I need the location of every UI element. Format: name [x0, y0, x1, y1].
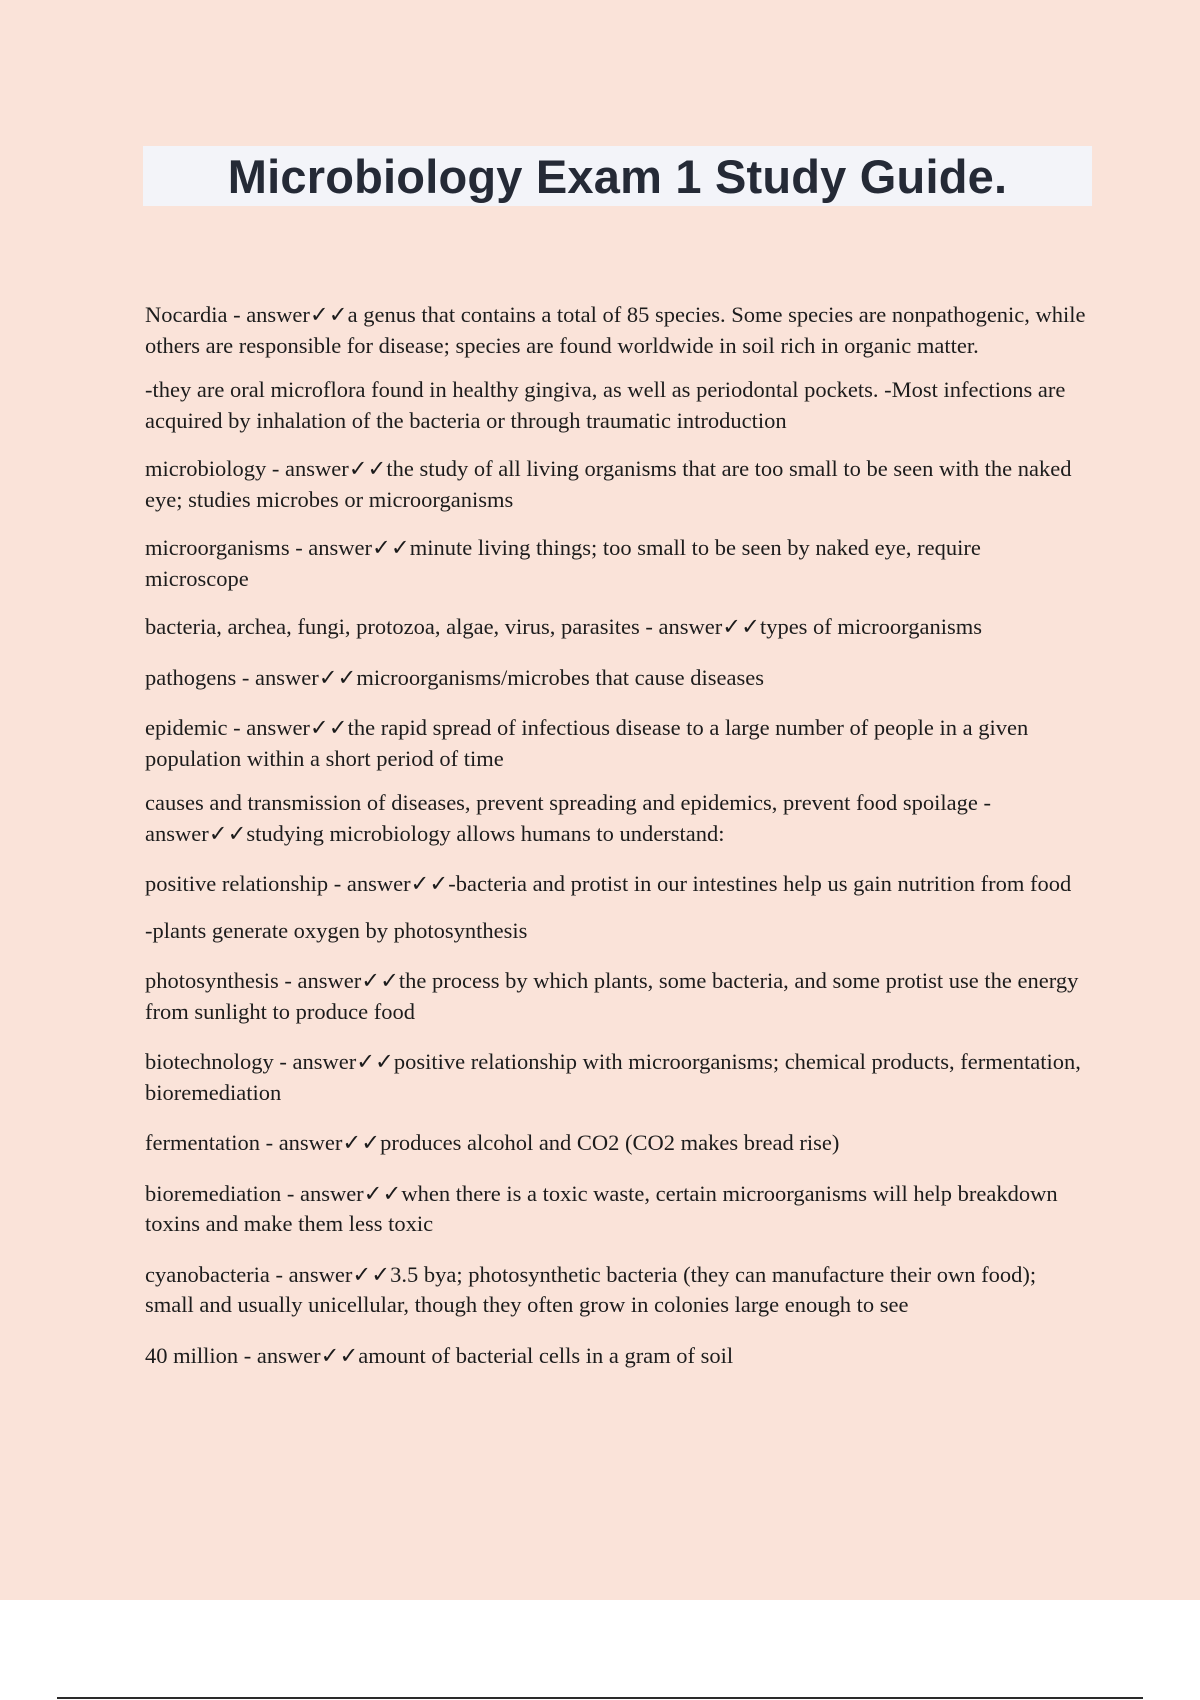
paragraph-microorganisms: microorganisms - answer✓✓minute living things; too small to be seen by naked eye, require microscope — [145, 535, 981, 591]
paragraph-types-of-microorganisms: bacteria, archea, fungi, protozoa, algae, virus, parasites - answer✓✓types of microorganisms — [145, 614, 982, 639]
paragraph-why-study-microbiology: causes and transmission of diseases, prevent spreading and epidemics, prevent food spoilage - answer✓✓studying microbiology allows humans to understand: — [145, 790, 992, 846]
paragraph-bioremediation: bioremediation - answer✓✓when there is a toxic waste, certain microorganisms will help breakdown toxins and make them less toxic — [145, 1180, 1058, 1236]
paragraph-epidemic: epidemic - answer✓✓the rapid spread of infectious disease to a large number of people in a given population within a short period of time — [145, 715, 1029, 771]
paragraph-biotechnology: biotechnology - answer✓✓positive relationship with microorganisms; chemical products, fermentation, bioremediation — [145, 1049, 1081, 1105]
paragraph-microbiology: microbiology - answer✓✓the study of all living organisms that are too small to be seen with the naked eye; studies microbes or microorganisms — [145, 456, 1072, 512]
paragraph-oral-microflora: -they are oral microflora found in healthy gingiva, as well as periodontal pockets. -Most infections are acquired by inhalation of the bacteria or through traumatic introduction — [145, 377, 1066, 433]
paragraph-plants-oxygen: -plants generate oxygen by photosynthesis — [145, 917, 528, 943]
paragraph-bacterial-cells-in-soil: 40 million - answer✓✓amount of bacterial cells in a gram of soil — [145, 1342, 734, 1368]
paragraph-photosynthesis: photosynthesis - answer✓✓the process by which plants, some bacteria, and some protist use the energy from sunlight to produce food — [145, 968, 1079, 1024]
footer-divider — [57, 1697, 1143, 1699]
paragraph-pathogens: pathogens - answer✓✓microorganisms/microbes that cause diseases — [145, 664, 765, 690]
document-title: Microbiology Exam 1 Study Guide. — [227, 149, 1008, 203]
title-banner — [143, 146, 1092, 206]
study-guide-body — [145, 300, 1090, 1371]
paragraph-nocardia: Nocardia - answer✓✓a genus that contains a total of 85 species. Some species are nonpathogenic, while others are responsible for disease; species are found worldwide in soil rich in organic matter. — [145, 302, 1086, 358]
paragraph-cyanobacteria: cyanobacteria - answer✓✓3.5 bya; photosynthetic bacteria (they can manufacture their own food); small and usually unicellular, though they often grow in colonies large enough to see — [145, 1261, 1037, 1317]
paragraph-positive-relationship: positive relationship - answer✓✓-bacteria and protist in our intestines help us gain nutrition from food — [145, 871, 1072, 896]
paragraph-fermentation: fermentation - answer✓✓produces alcohol and CO2 (CO2 makes bread rise) — [145, 1130, 840, 1155]
